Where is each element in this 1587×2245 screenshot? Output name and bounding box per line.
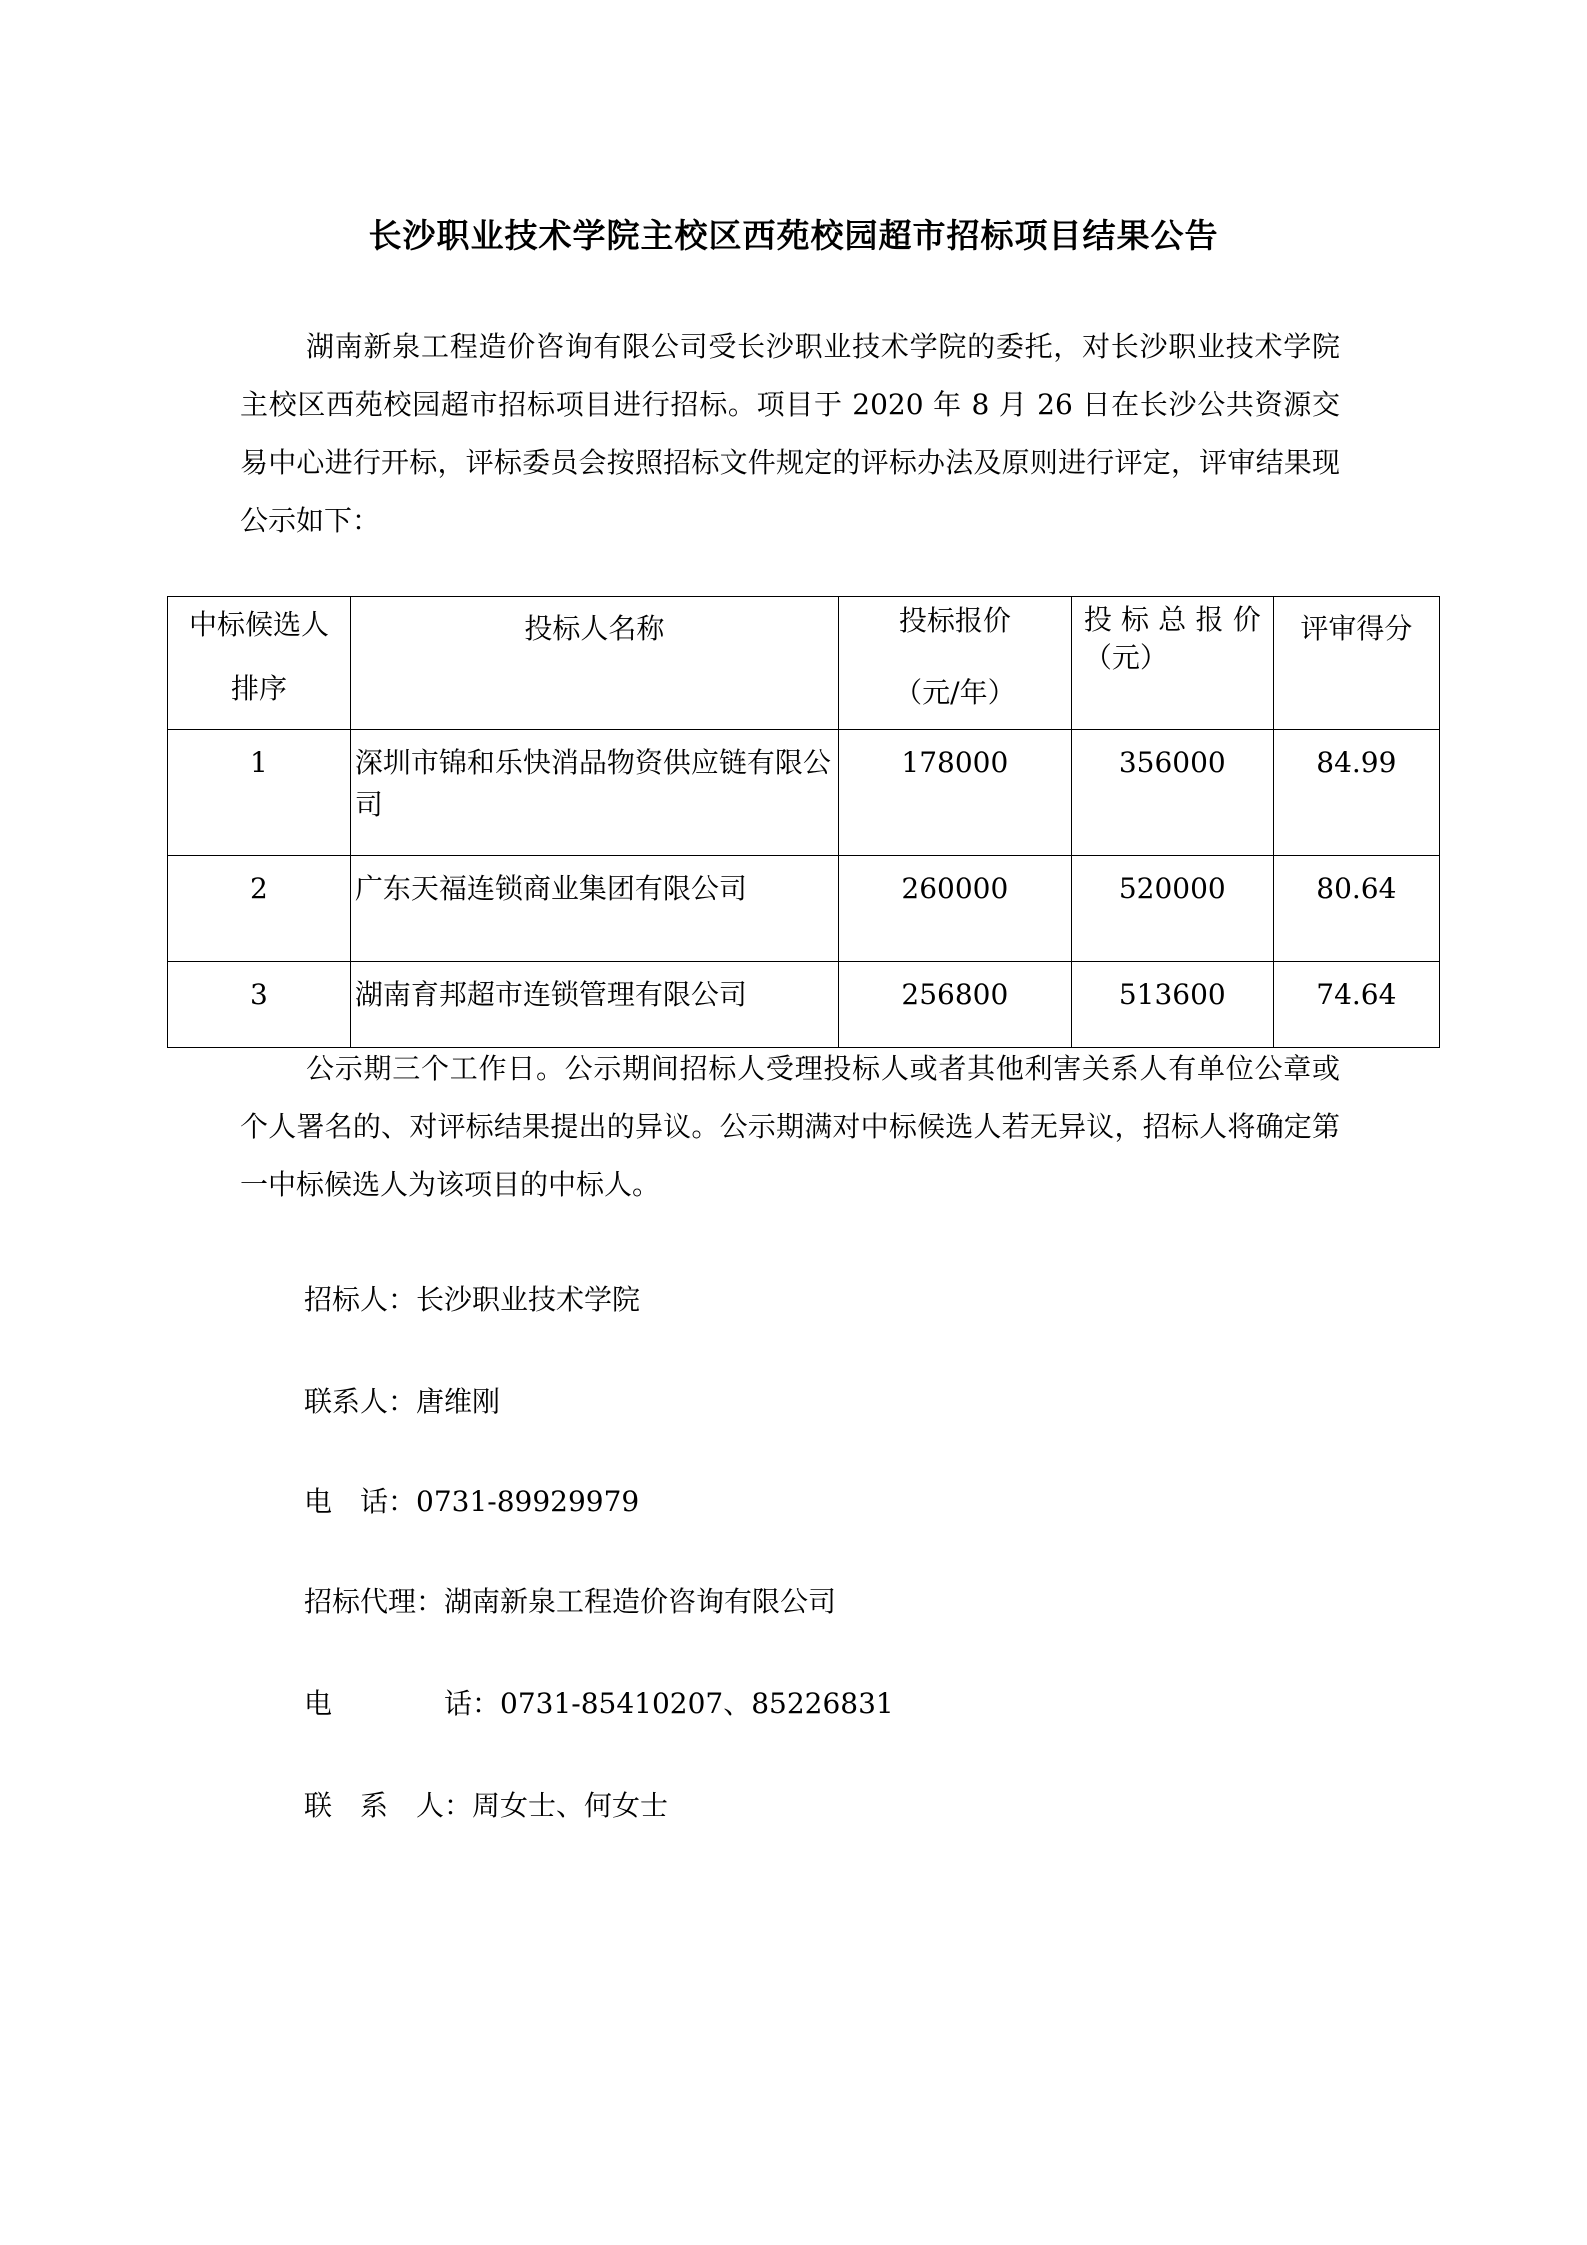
row-bid-price: 178000 xyxy=(838,730,1071,856)
row-score: 80.64 xyxy=(1273,856,1439,962)
table-row xyxy=(168,962,1440,1048)
row-total-price: 513600 xyxy=(1071,962,1273,1048)
document-title: 长沙职业技术学院主校区西苑校园超市招标项目结果公告 xyxy=(368,216,1219,255)
row-bidder-name: 深圳市锦和乐快消品物资供应链有限公司 xyxy=(350,730,838,856)
notice-paragraph: 公示期三个工作日。公示期间招标人受理投标人或者其他利害关系人有单位公章或个人署名的、对评标结果提出的异议。公示期满对中标候选人若无异议，招标人将确定第一中标候选人为该项目的中标人。 xyxy=(240,1052,1340,1201)
header-score: 评审得分 xyxy=(1273,597,1439,730)
header-rank-line2: 排序 xyxy=(230,672,287,705)
row-score: 74.64 xyxy=(1273,962,1439,1048)
header-bid-price xyxy=(838,597,1071,730)
header-bidder-name: 投标人名称 xyxy=(350,597,838,730)
row-rank: 2 xyxy=(168,856,351,962)
header-rank xyxy=(168,597,351,730)
row-total-price: 356000 xyxy=(1071,730,1273,856)
header-bid-price-line2: （元/年） xyxy=(894,676,1016,709)
agent-line: 招标代理：湖南新泉工程造价咨询有限公司 xyxy=(304,1585,837,1618)
results-table xyxy=(167,596,1440,1048)
row-bidder-name: 湖南育邦超市连锁管理有限公司 xyxy=(350,962,838,1048)
tenderer-line: 招标人：长沙职业技术学院 xyxy=(304,1283,641,1316)
contact-person-line: 联系人：唐维刚 xyxy=(304,1385,501,1418)
agent-phone-line: 电 话：0731-85410207、85226831 xyxy=(304,1687,894,1720)
table-row xyxy=(168,856,1440,962)
table-row xyxy=(168,730,1440,856)
header-rank-line1: 中标候选人 xyxy=(188,608,329,641)
row-total-price: 520000 xyxy=(1071,856,1273,962)
header-total-price: 投 标 总 报 价（元） xyxy=(1071,597,1273,730)
header-bid-price-line1: 投标报价 xyxy=(898,604,1011,637)
agent-contact-line: 联 系 人：周女士、何女士 xyxy=(304,1789,669,1822)
row-score: 84.99 xyxy=(1273,730,1439,856)
row-bid-price: 256800 xyxy=(838,962,1071,1048)
intro-paragraph: 湖南新泉工程造价咨询有限公司受长沙职业技术学院的委托，对长沙职业技术学院主校区西苑校园超市招标项目进行招标。项目于 2020 年 8 月 26 日在长沙公共资源交易中心进行开标，评标委员会按照招标文件规定的评标办法及原则进行评定，评审结果现公示如下： xyxy=(240,330,1340,537)
row-rank: 3 xyxy=(168,962,351,1048)
row-bid-price: 260000 xyxy=(838,856,1071,962)
phone-line: 电 话：0731-89929979 xyxy=(304,1485,640,1518)
row-rank: 1 xyxy=(168,730,351,856)
row-bidder-name: 广东天福连锁商业集团有限公司 xyxy=(350,856,838,962)
table-header-row xyxy=(168,597,1440,730)
